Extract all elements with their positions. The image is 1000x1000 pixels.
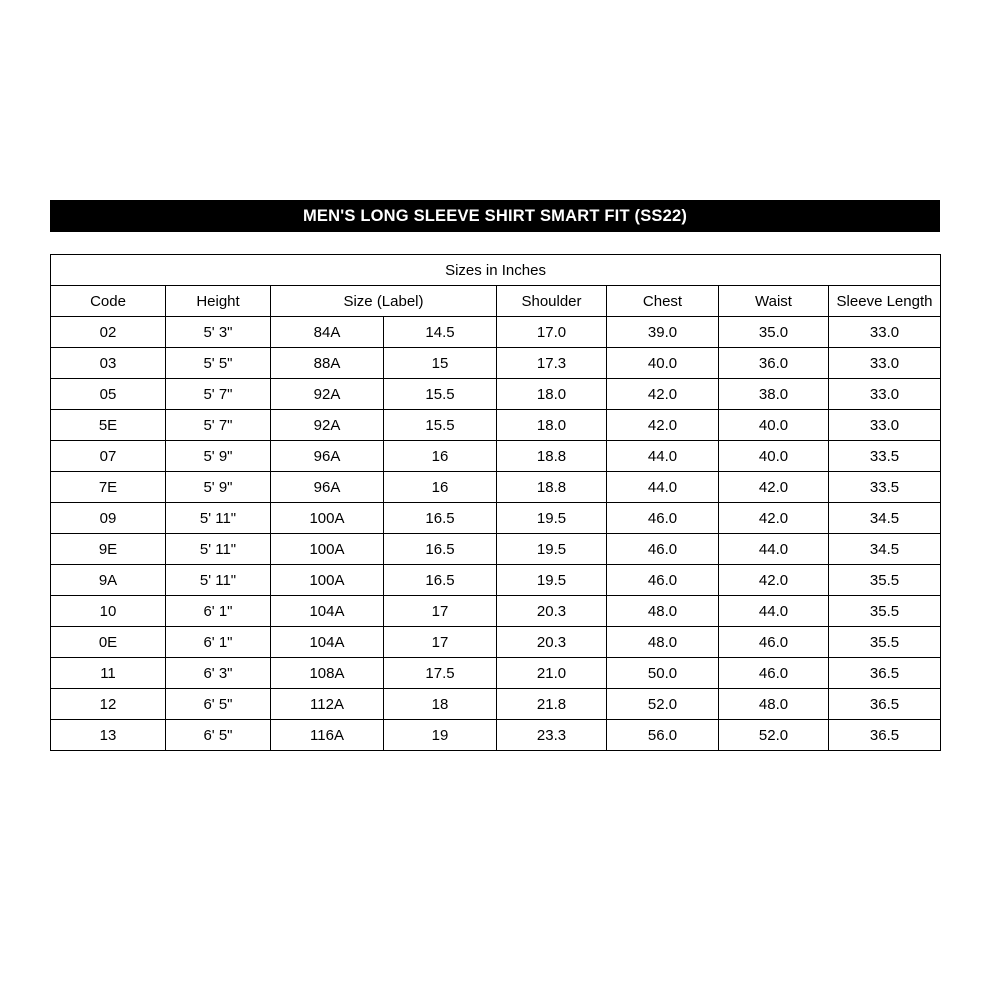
table-cell: 36.5 <box>829 658 941 689</box>
table-cell: 03 <box>51 348 166 379</box>
table-row <box>51 596 941 627</box>
table-cell: 9A <box>51 565 166 596</box>
table-cell: 7E <box>51 472 166 503</box>
table-cell: 44.0 <box>607 472 719 503</box>
table-cell: 108A <box>271 658 384 689</box>
table-cell: 33.0 <box>829 348 941 379</box>
table-cell: 35.5 <box>829 565 941 596</box>
table-cell: 104A <box>271 596 384 627</box>
table-cell: 18.0 <box>497 379 607 410</box>
table-row <box>51 689 941 720</box>
table-cell: 34.5 <box>829 503 941 534</box>
table-cell: 50.0 <box>607 658 719 689</box>
table-cell: 36.5 <box>829 689 941 720</box>
table-cell: 46.0 <box>719 627 829 658</box>
table-cell: 48.0 <box>719 689 829 720</box>
table-cell: 11 <box>51 658 166 689</box>
table-cell: 6' 1" <box>166 627 271 658</box>
table-cell: 46.0 <box>607 503 719 534</box>
table-cell: 16 <box>384 441 497 472</box>
table-cell: 5E <box>51 410 166 441</box>
table-cell: 52.0 <box>607 689 719 720</box>
table-cell: 44.0 <box>719 534 829 565</box>
table-cell: 13 <box>51 720 166 751</box>
table-cell: 92A <box>271 410 384 441</box>
table-cell: 100A <box>271 565 384 596</box>
table-cell: 35.5 <box>829 596 941 627</box>
table-row <box>51 348 941 379</box>
table-cell: 6' 5" <box>166 720 271 751</box>
table-row <box>51 658 941 689</box>
table-cell: 84A <box>271 317 384 348</box>
table-cell: 44.0 <box>607 441 719 472</box>
table-cell: 40.0 <box>607 348 719 379</box>
table-cell: 116A <box>271 720 384 751</box>
table-cell: 42.0 <box>607 379 719 410</box>
table-cell: 12 <box>51 689 166 720</box>
column-header-chest: Chest <box>607 286 719 317</box>
size-table <box>50 254 941 751</box>
table-row <box>51 472 941 503</box>
column-header-code: Code <box>51 286 166 317</box>
table-cell: 44.0 <box>719 596 829 627</box>
table-cell: 36.5 <box>829 720 941 751</box>
table-cell: 36.0 <box>719 348 829 379</box>
table-cell: 5' 9" <box>166 441 271 472</box>
table-cell: 38.0 <box>719 379 829 410</box>
table-cell: 14.5 <box>384 317 497 348</box>
table-cell: 5' 11" <box>166 534 271 565</box>
chart-title-bar: MEN'S LONG SLEEVE SHIRT SMART FIT (SS22) <box>50 200 940 232</box>
table-row <box>51 720 941 751</box>
table-cell: 18.8 <box>497 472 607 503</box>
column-header-waist: Waist <box>719 286 829 317</box>
table-cell: 16.5 <box>384 534 497 565</box>
table-cell: 16.5 <box>384 503 497 534</box>
table-cell: 6' 1" <box>166 596 271 627</box>
table-cell: 19.5 <box>497 565 607 596</box>
table-cell: 6' 3" <box>166 658 271 689</box>
table-row <box>51 534 941 565</box>
table-cell: 39.0 <box>607 317 719 348</box>
units-label: Sizes in Inches <box>51 255 941 286</box>
table-cell: 16 <box>384 472 497 503</box>
column-header-sleeve-length: Sleeve Length <box>829 286 941 317</box>
table-cell: 07 <box>51 441 166 472</box>
table-cell: 15.5 <box>384 410 497 441</box>
table-cell: 21.0 <box>497 658 607 689</box>
table-cell: 18 <box>384 689 497 720</box>
table-cell: 52.0 <box>719 720 829 751</box>
table-cell: 19.5 <box>497 503 607 534</box>
table-cell: 5' 11" <box>166 565 271 596</box>
table-cell: 96A <box>271 441 384 472</box>
table-cell: 42.0 <box>719 503 829 534</box>
table-cell: 9E <box>51 534 166 565</box>
table-row <box>51 627 941 658</box>
table-row <box>51 410 941 441</box>
table-cell: 46.0 <box>607 534 719 565</box>
table-cell: 88A <box>271 348 384 379</box>
table-cell: 100A <box>271 534 384 565</box>
table-cell: 112A <box>271 689 384 720</box>
table-cell: 21.8 <box>497 689 607 720</box>
table-cell: 17.3 <box>497 348 607 379</box>
table-cell: 33.5 <box>829 441 941 472</box>
table-cell: 48.0 <box>607 627 719 658</box>
table-row <box>51 503 941 534</box>
table-cell: 96A <box>271 472 384 503</box>
table-cell: 20.3 <box>497 627 607 658</box>
table-cell: 18.8 <box>497 441 607 472</box>
table-cell: 5' 11" <box>166 503 271 534</box>
table-cell: 48.0 <box>607 596 719 627</box>
column-header-size-label: Size (Label) <box>271 286 497 317</box>
table-cell: 23.3 <box>497 720 607 751</box>
table-cell: 17 <box>384 596 497 627</box>
table-cell: 05 <box>51 379 166 410</box>
table-row <box>51 379 941 410</box>
table-cell: 35.5 <box>829 627 941 658</box>
table-cell: 6' 5" <box>166 689 271 720</box>
table-cell: 42.0 <box>719 565 829 596</box>
title-table-gap <box>50 232 940 254</box>
table-cell: 17 <box>384 627 497 658</box>
table-cell: 02 <box>51 317 166 348</box>
table-row <box>51 441 941 472</box>
table-cell: 19 <box>384 720 497 751</box>
table-cell: 35.0 <box>719 317 829 348</box>
table-cell: 18.0 <box>497 410 607 441</box>
table-cell: 46.0 <box>607 565 719 596</box>
table-cell: 17.0 <box>497 317 607 348</box>
table-cell: 5' 7" <box>166 379 271 410</box>
size-chart <box>50 200 940 751</box>
table-cell: 15 <box>384 348 497 379</box>
table-cell: 17.5 <box>384 658 497 689</box>
table-cell: 33.5 <box>829 472 941 503</box>
table-cell: 104A <box>271 627 384 658</box>
table-cell: 56.0 <box>607 720 719 751</box>
table-cell: 5' 5" <box>166 348 271 379</box>
table-cell: 34.5 <box>829 534 941 565</box>
table-cell: 10 <box>51 596 166 627</box>
table-cell: 15.5 <box>384 379 497 410</box>
table-cell: 42.0 <box>719 472 829 503</box>
table-cell: 92A <box>271 379 384 410</box>
table-cell: 33.0 <box>829 317 941 348</box>
table-cell: 5' 9" <box>166 472 271 503</box>
table-cell: 46.0 <box>719 658 829 689</box>
table-cell: 20.3 <box>497 596 607 627</box>
table-row <box>51 565 941 596</box>
table-cell: 33.0 <box>829 410 941 441</box>
table-cell: 40.0 <box>719 410 829 441</box>
table-header-row <box>51 286 941 317</box>
table-cell: 16.5 <box>384 565 497 596</box>
table-cell: 33.0 <box>829 379 941 410</box>
column-header-height: Height <box>166 286 271 317</box>
table-cell: 19.5 <box>497 534 607 565</box>
column-header-shoulder: Shoulder <box>497 286 607 317</box>
table-cell: 5' 7" <box>166 410 271 441</box>
table-cell: 100A <box>271 503 384 534</box>
table-cell: 42.0 <box>607 410 719 441</box>
table-cell: 5' 3" <box>166 317 271 348</box>
units-row <box>51 255 941 286</box>
table-cell: 09 <box>51 503 166 534</box>
table-cell: 40.0 <box>719 441 829 472</box>
table-row <box>51 317 941 348</box>
table-cell: 0E <box>51 627 166 658</box>
